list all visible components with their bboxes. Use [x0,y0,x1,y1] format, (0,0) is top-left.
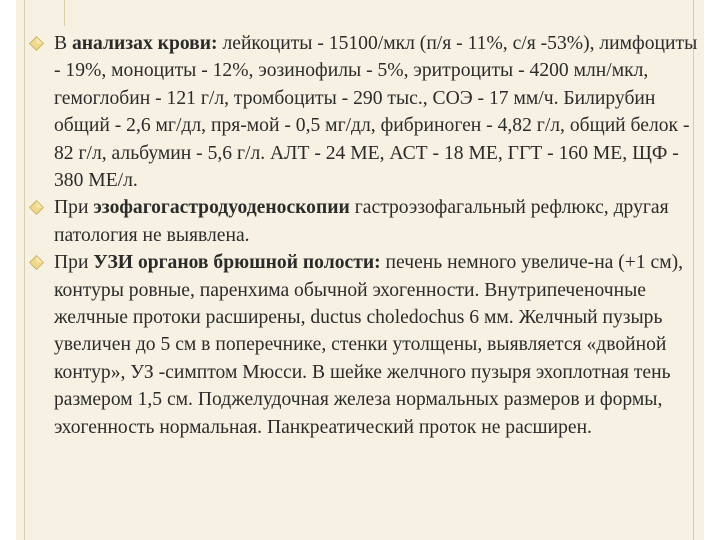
diamond-bullet-icon [28,199,45,216]
slide-content [28,30,700,441]
bullet-lead: В [54,33,72,54]
bullet-heading: эзофагогастродуоденоскопии [93,197,350,219]
bullet-endoscopy [28,194,700,249]
bullet-blood-tests [28,30,700,194]
bullet-lead: При [54,252,94,274]
diamond-bullet-icon [28,254,45,271]
frame-line-top-right [64,0,65,26]
bullet-ultrasound [28,249,700,441]
bullet-heading: анализах крови: [71,33,218,54]
bullet-text: лейкоциты - 15100/мкл (п/я - 11%, с/я -53%), лимфоциты - 19%, моноциты - 12%, эозинофилы - 5%, эритроциты - 4200 млн/мкл, гемоглобин - 121 г/л, тромбоциты - 290 тыс., СОЭ - 17 мм/ч. Билирубин общий - 2,6 мг/дл, пря-мой - 0,5 мг/дл, фибриноген - 4,82 г/л, общий белок - 82 г/л, альбумин - 5,6 г/л. АЛТ - 24 МЕ, АСТ - 18 МЕ, ГГТ - 160 МЕ, ЩФ - 380 МЕ/л. [54,33,698,192]
bullet-text: печень немного увеличе-на (+1 см), контуры ровные, паренхима обычной эхогенности. Внутрипеченочные желчные протоки расширены, ductus choledochus 6 мм. Желчный пузырь увеличен до 5 см в поперечнике, стенки утолщены, выявляется «двойной контур», УЗ -симптом Мюсси. В шейке желчного пузыря эхоплотная тень размером 1,5 см. Поджелудочная железа нормальных размеров и формы, эхогенность нормальная. Панкреатический проток не расширен. [54,252,684,438]
bullet-lead: При [54,197,94,219]
bullet-text: гастроэзофагальный рефлюкс, другая патология не выявлена. [54,197,669,246]
diamond-bullet-icon [28,35,45,52]
frame-line-left [24,0,25,540]
bullet-heading: УЗИ органов брюшной полости: [93,252,381,274]
